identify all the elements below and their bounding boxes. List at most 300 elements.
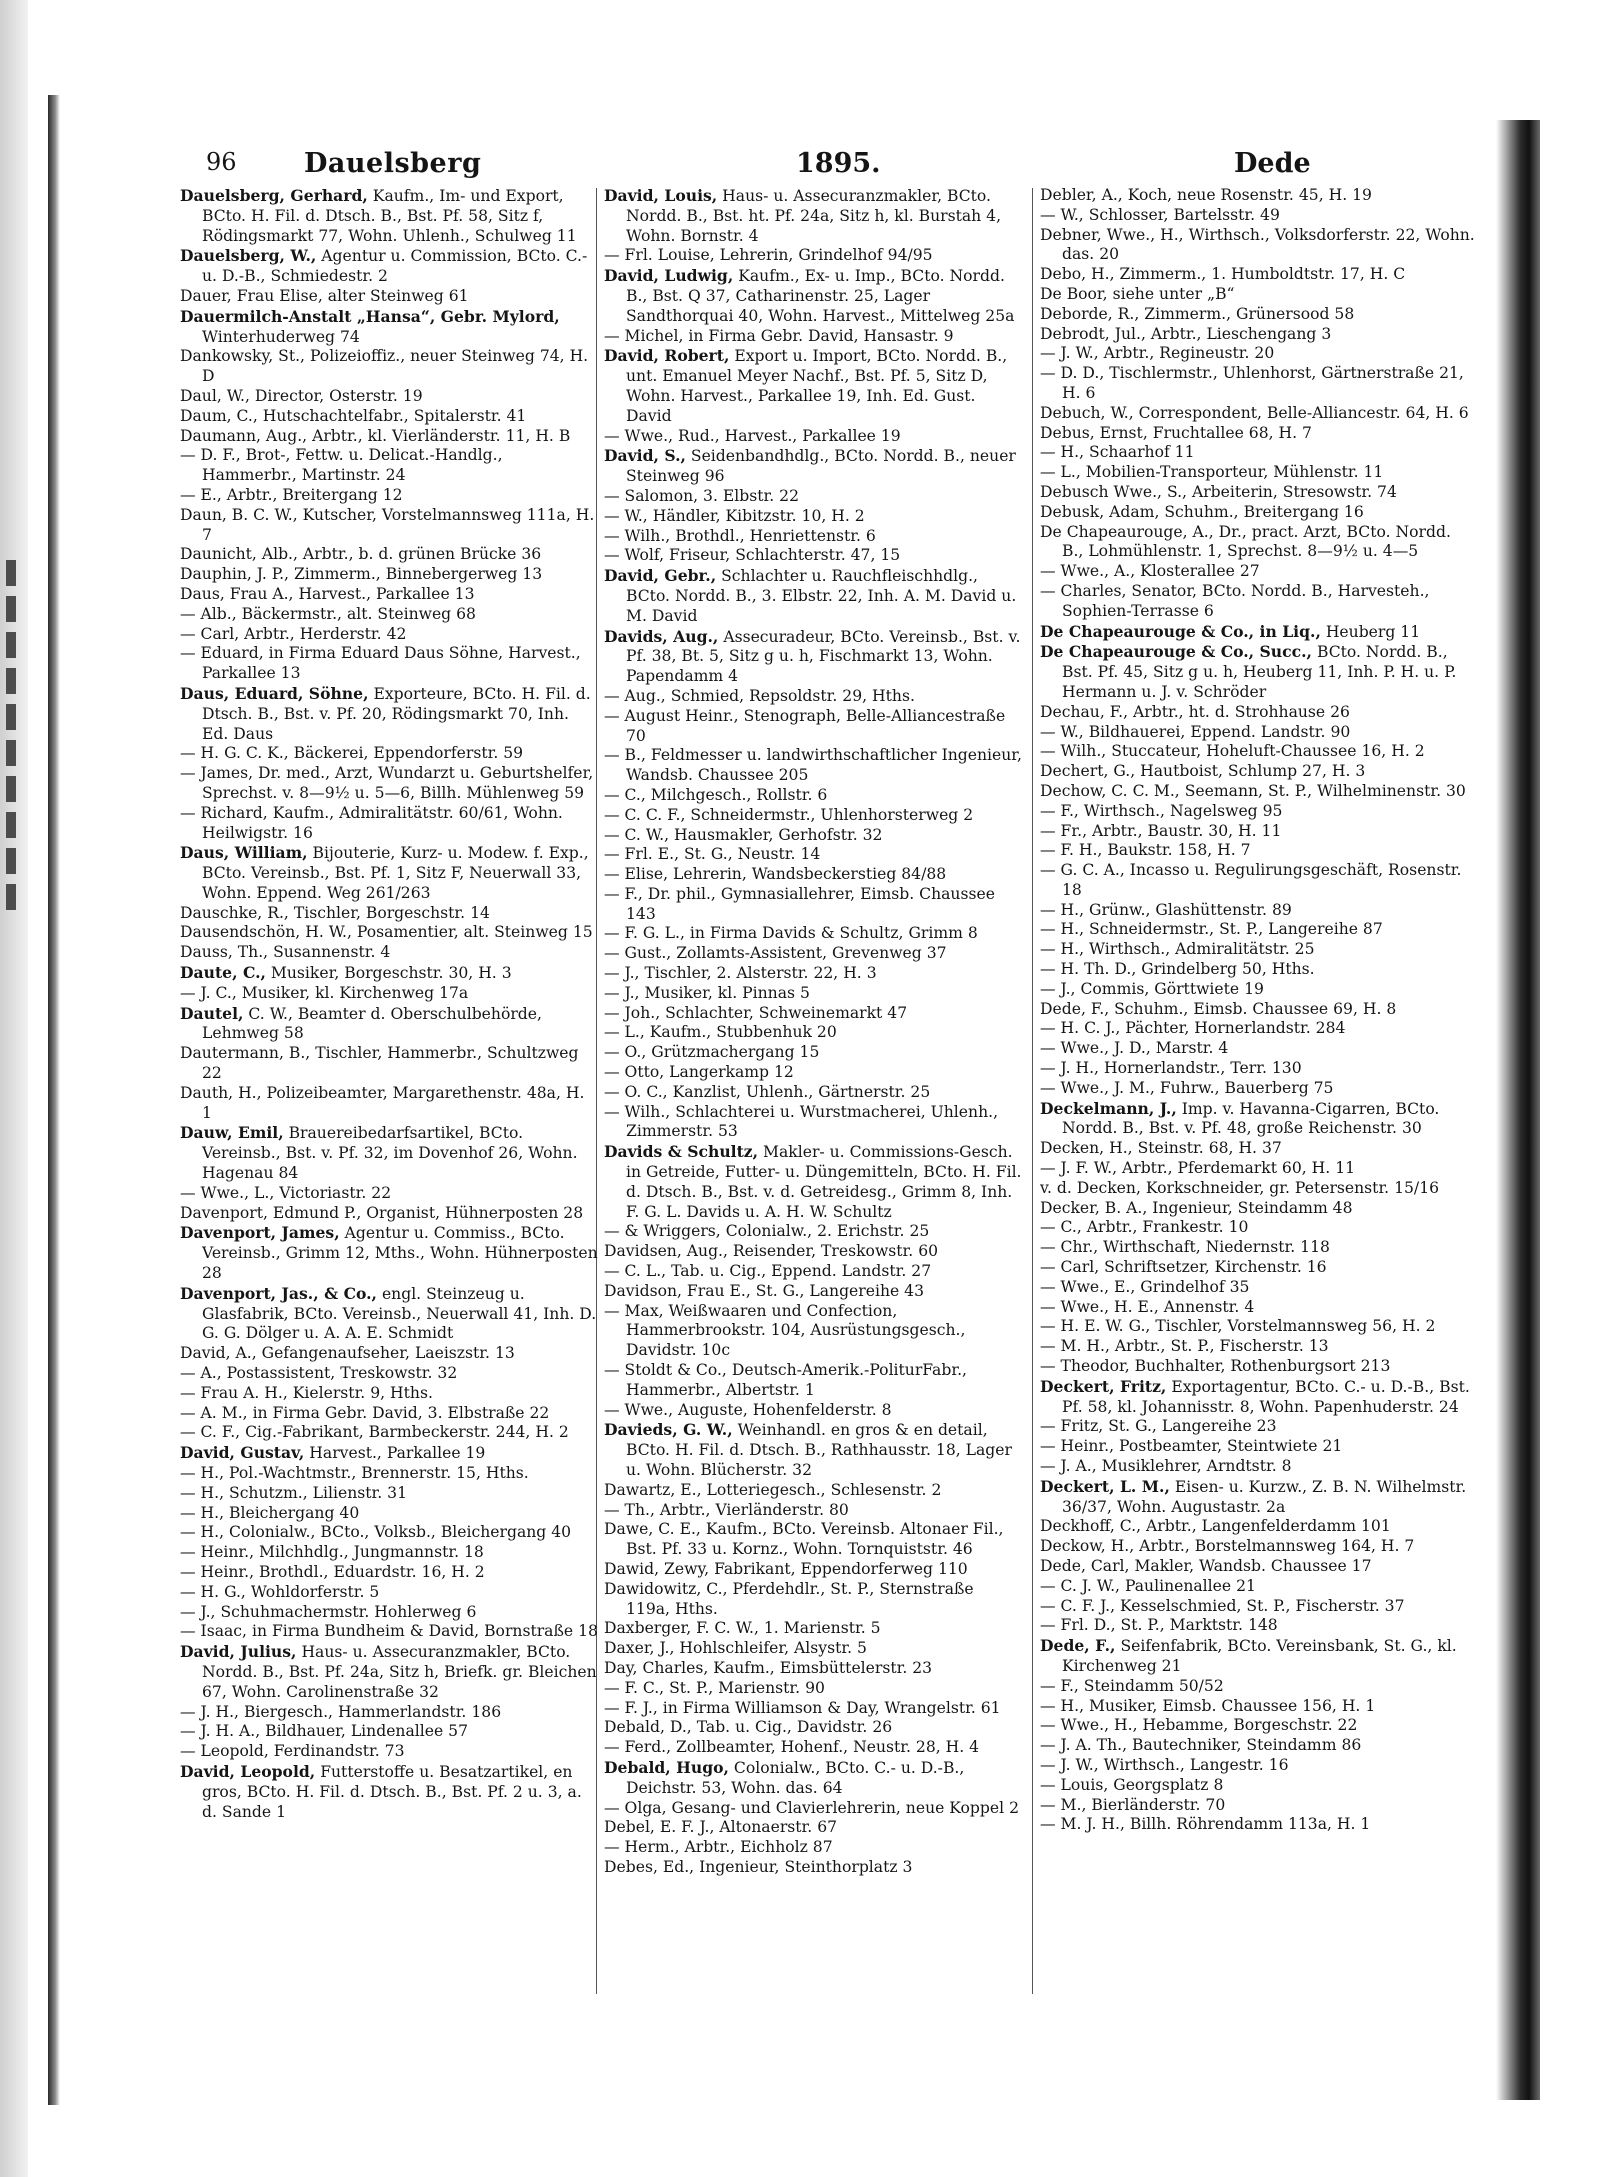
entry-text: — L., Kaufm., Stubbenhuk 20 (604, 1023, 837, 1042)
directory-entry (604, 687, 1022, 707)
entry-text: Colonialw., BCto. C.- u. D.-B., Deichstr. 53, Wohn. das. 64 (626, 1758, 965, 1797)
directory-entry (1040, 861, 1476, 901)
entry-name: David, Ludwig, (604, 266, 734, 286)
entry-name: De Chapeaurouge & Co., Succ., (1040, 642, 1312, 662)
directory-entry (604, 944, 1022, 964)
entry-text: — C. C. F., Schneidermstr., Uhlenhorsterweg 2 (604, 805, 974, 824)
entry-text: — Olga, Gesang- und Clavierlehrerin, neue Koppel 2 (604, 1798, 1019, 1817)
directory-entry (1040, 1716, 1476, 1736)
directory-entry (1040, 742, 1476, 762)
entry-text: — D. F., Brot-, Fettw. u. Delicat.-Handlg., Hammerbr., Martinstr. 24 (180, 446, 503, 485)
directory-entry (1040, 1517, 1476, 1537)
directory-entry (1040, 463, 1476, 483)
entry-text: — H. G., Wohldorferstr. 5 (180, 1582, 380, 1601)
entry-text: Kaufm., Ex- u. Imp., BCto. Nordd. B., Bst. Q 37, Catharinenstr. 25, Lager Sandthorquai 40, Wohn. Harvest., Mittelweg 25a (626, 267, 1015, 325)
entry-name: David, Leopold, (180, 1761, 316, 1781)
book-gutter (1496, 120, 1540, 2100)
entry-text: Assecuradeur, BCto. Vereinsb., Bst. v. Pf. 38, Bt. 5, Sitz g u. h, Fischmarkt 13, Wohn. Papendamm 4 (626, 627, 1021, 686)
directory-entry (1040, 582, 1476, 622)
directory-entry (604, 1142, 1022, 1222)
entry-text: — Wwe., J. M., Fuhrw., Bauerberg 75 (1040, 1078, 1334, 1097)
entry-text: Schlachter u. Rauchfleischhdlg., BCto. Nordd. B., 3. Elbstr. 22, Inh. A. M. David u. M. David (626, 567, 1017, 625)
directory-entry (180, 246, 598, 287)
entry-name: Dede, F., (1040, 1636, 1116, 1656)
entry-text: — C. W., Hausmakler, Gerhofstr. 32 (604, 825, 883, 844)
entry-text: — H., Schaarhof 11 (1040, 443, 1195, 462)
directory-entry (180, 186, 598, 246)
entry-text: Daunicht, Alb., Arbtr., b. d. grünen Brücke 36 (180, 545, 542, 564)
entry-text: BCto. Nordd. B., Bst. Pf. 45, Sitz g u. h, Heuberg 11, Inh. P. H. u. P. Hermann u. J. v. Schröder (1062, 643, 1457, 701)
directory-entry (1040, 1019, 1476, 1039)
directory-entry (604, 1043, 1022, 1063)
entry-text: — H., Grünw., Glashüttenstr. 89 (1040, 900, 1292, 919)
entry-text: v. d. Decken, Korkschneider, gr. Petersenstr. 15/16 (1040, 1178, 1440, 1197)
entry-text: — Wolf, Friseur, Schlachterstr. 47, 15 (604, 546, 901, 565)
facing-page-edge (1540, 0, 1600, 2177)
directory-entry (180, 904, 598, 924)
directory-entry (180, 1123, 598, 1183)
entry-text: Dankowsky, St., Polizeioffiz., neuer Steinweg 74, H. D (180, 347, 589, 386)
entry-text: — J. W., Wirthsch., Langestr. 16 (1040, 1755, 1289, 1774)
directory-entry (604, 1699, 1022, 1719)
directory-entry (1040, 1039, 1476, 1059)
entry-text: Imp. v. Havanna-Cigarren, BCto. Nordd. B., Bst. v. Pf. 48, große Reichenstr. 30 (1062, 1099, 1440, 1138)
entry-text: Agentur u. Commiss., BCto. Vereinsb., Grimm 12, Mths., Wohn. Hühnerposten 28 (202, 1224, 598, 1283)
directory-entry (1040, 622, 1476, 643)
directory-entry (1040, 1357, 1476, 1377)
entry-text: — H. C. J., Pächter, Hornerlandstr. 284 (1040, 1019, 1346, 1038)
entry-text: — J. H., Hornerlandstr., Terr. 130 (1040, 1059, 1302, 1078)
directory-entry (1040, 562, 1476, 582)
entry-text: De Boor, siehe unter „B“ (1040, 284, 1235, 303)
entry-text: Debuch, W., Correspondent, Belle-Alliancestr. 64, H. 6 (1040, 403, 1469, 422)
directory-entry (1040, 206, 1476, 226)
entry-text: — D. D., Tischlermstr., Uhlenhorst, Gärtnerstraße 21, H. 6 (1040, 364, 1464, 402)
entry-text: — Wilh., Brothdl., Henriettenstr. 6 (604, 526, 876, 545)
entry-text: Dede, F., Schuhm., Eimsb. Chaussee 69, H. 8 (1040, 999, 1397, 1018)
entry-text: — H., Schutzm., Lilienstr. 31 (180, 1483, 408, 1502)
entry-text: Makler- u. Commissions-Gesch. in Getreide, Futter- u. Düngemitteln, BCto. H. Fil. d. Dtsch. B., Bst. v. d. Getreidesg., Grimm 8, Inh. F. G. L. Davids u. A. H. W. Schultz (626, 1143, 1022, 1221)
entry-text: — Michel, in Firma Gebr. David, Hansastr. 9 (604, 326, 954, 345)
directory-entry (604, 1004, 1022, 1024)
entry-text: David, A., Gefangenaufseher, Laeiszstr. 13 (180, 1344, 515, 1363)
directory-entry (604, 186, 1022, 246)
directory-entry (1040, 503, 1476, 523)
entry-text: Debusk, Adam, Schuhm., Breitergang 16 (1040, 502, 1364, 521)
directory-entry (180, 923, 598, 943)
entry-text: — M., Bierländerstr. 70 (1040, 1795, 1226, 1814)
entry-name: Deckert, L. M., (1040, 1476, 1170, 1496)
directory-entry (180, 1084, 598, 1124)
directory-entry (180, 644, 598, 684)
entry-text: Winterhuderweg 74 (202, 327, 360, 346)
directory-entry (1040, 1616, 1476, 1636)
entry-text: — Elise, Lehrerin, Wandsbeckerstieg 84/88 (604, 865, 947, 884)
directory-column-1 (180, 186, 598, 1822)
entry-text: — C., Milchgesch., Rollstr. 6 (604, 785, 828, 804)
directory-entry (180, 1004, 598, 1045)
entry-text: — H. G. C. K., Bäckerei, Eppendorferstr. 59 (180, 744, 524, 763)
entry-text: — Wwe., J. D., Marstr. 4 (1040, 1039, 1229, 1058)
directory-entry (1040, 802, 1476, 822)
entry-text: Heuberg 11 (1320, 622, 1421, 641)
directory-entry (180, 585, 598, 605)
directory-entry (604, 1282, 1022, 1302)
directory-entry (180, 407, 598, 427)
entry-text: Deckow, H., Arbtr., Borstelmannsweg 164, H. 7 (1040, 1537, 1415, 1556)
entry-text: — Herm., Arbtr., Eichholz 87 (604, 1838, 833, 1857)
entry-name: Deckert, Fritz, (1040, 1376, 1167, 1396)
directory-entry (1040, 1636, 1476, 1677)
entry-text: — C. J. W., Paulinenallee 21 (1040, 1576, 1256, 1595)
directory-entry (180, 1642, 598, 1702)
entry-name: David, Julius, (180, 1642, 297, 1662)
directory-entry (604, 1639, 1022, 1659)
entry-text: — Wwe., H., Hebamme, Borgeschstr. 22 (1040, 1716, 1358, 1735)
entry-text: — Wwe., Rud., Harvest., Parkallee 19 (604, 426, 901, 445)
directory-entry (604, 1023, 1022, 1043)
directory-entry (1040, 325, 1476, 345)
directory-entry (1040, 265, 1476, 285)
entry-text: — Charles, Senator, BCto. Nordd. B., Harvesteh., Sophien-Terrasse 6 (1040, 581, 1430, 620)
directory-entry (1040, 285, 1476, 305)
entry-text: — Aug., Schmied, Repsoldstr. 29, Hths. (604, 686, 915, 705)
entry-text: — J., Schuhmachermstr. Hohlerweg 6 (180, 1602, 477, 1621)
directory-entry (1040, 1337, 1476, 1357)
directory-entry (1040, 364, 1476, 404)
entry-text: Seidenbandhdlg., BCto. Nordd. B., neuer Steinweg 96 (626, 447, 1016, 486)
entry-name: David, S., (604, 446, 686, 466)
entry-text: — Wilh., Stuccateur, Hoheluft-Chaussee 16, H. 2 (1040, 742, 1425, 761)
directory-entry (604, 1501, 1022, 1521)
entry-text: Dede, Carl, Makler, Wandsb. Chaussee 17 (1040, 1556, 1372, 1575)
entry-name: Dauelsberg, Gerhard, (180, 186, 368, 205)
running-head-right: Dede (1234, 148, 1311, 179)
entry-text: — Max, Weißwaaren und Confection, Hammerbrookstr. 104, Ausrüstungsgesch., Davidstr. 10c (604, 1301, 966, 1360)
entry-text: — J. W., Arbtr., Regineustr. 20 (1040, 344, 1275, 363)
directory-entry (1040, 1457, 1476, 1477)
directory-entry (1040, 1139, 1476, 1159)
entry-text: — M. H., Arbtr., St. P., Fischerstr. 13 (1040, 1337, 1329, 1356)
directory-entry (1040, 1179, 1476, 1199)
entry-text: — O., Grützmachergang 15 (604, 1043, 820, 1062)
entry-text: — J., Tischler, 2. Alsterstr. 22, H. 3 (604, 964, 877, 983)
directory-entry (1040, 1000, 1476, 1020)
entry-text: — Wwe., E., Grindelhof 35 (1040, 1277, 1250, 1296)
directory-entry (1040, 1697, 1476, 1717)
directory-entry (1040, 1417, 1476, 1437)
page-shadow (48, 95, 60, 2105)
entry-text: — H. Th. D., Grindelberg 50, Hths. (1040, 960, 1315, 979)
entry-text: — Th., Arbtr., Vierländerstr. 80 (604, 1500, 849, 1519)
entry-text: Brauereibedarfsartikel, BCto. Vereinsb., Bst. v. Pf. 32, im Dovenhof 26, Wohn. Hagenau 84 (202, 1124, 578, 1183)
entry-text: — Wwe., L., Victoriastr. 22 (180, 1183, 392, 1202)
directory-entry (1040, 1377, 1476, 1418)
directory-entry (604, 1738, 1022, 1758)
entry-text: Dawid, Zewy, Fabrikant, Eppendorferweg 110 (604, 1559, 968, 1578)
directory-entry (1040, 1298, 1476, 1318)
entry-text: Davidsen, Aug., Reisender, Treskowstr. 60 (604, 1242, 939, 1261)
directory-entry (180, 1184, 598, 1204)
directory-entry (604, 327, 1022, 347)
directory-entry (604, 507, 1022, 527)
directory-entry (180, 287, 598, 307)
directory-entry (604, 1838, 1022, 1858)
entry-text: Dauth, H., Polizeibeamter, Margarethenstr. 48a, H. 1 (180, 1083, 585, 1122)
directory-entry (1040, 1597, 1476, 1617)
directory-entry (1040, 901, 1476, 921)
directory-entry (1040, 723, 1476, 743)
entry-text: — F. H., Baukstr. 158, H. 7 (1040, 841, 1251, 860)
entry-text: Dechow, C. C. M., Seemann, St. P., Wilhelminenstr. 30 (1040, 781, 1466, 800)
entry-text: Dawartz, E., Lotteriegesch., Schlesenstr. 2 (604, 1480, 942, 1499)
entry-text: — H. E. W. G., Tischler, Vorstelmannsweg 56, H. 2 (1040, 1317, 1436, 1336)
directory-entry (180, 486, 598, 506)
entry-text: — H., Colonialw., BCto., Volksb., Bleichergang 40 (180, 1523, 572, 1542)
entry-name: Davenport, Jas., & Co., (180, 1283, 377, 1303)
entry-text: C. W., Beamter d. Oberschulbehörde, Lehmweg 58 (202, 1004, 542, 1043)
entry-text: Debler, A., Koch, neue Rosenstr. 45, H. 19 (1040, 186, 1372, 204)
directory-entry (1040, 642, 1476, 702)
directory-entry (1040, 483, 1476, 503)
entry-text: Debald, D., Tab. u. Cig., Davidstr. 26 (604, 1718, 893, 1737)
directory-entry (180, 1204, 598, 1224)
directory-entry (604, 1103, 1022, 1143)
directory-entry (1040, 523, 1476, 563)
entry-name: Davids & Schultz, (604, 1142, 759, 1162)
entry-text: — Heinr., Postbeamter, Steintwiete 21 (1040, 1437, 1343, 1456)
directory-entry (604, 346, 1022, 426)
entry-text: Weinhandl. en gros & en detail, BCto. H. Fil. d. Dtsch. B., Rathhausstr. 18, Lager u. Wohn. Blücherstr. 32 (626, 1421, 1012, 1479)
entry-text: — F. C., St. P., Marienstr. 90 (604, 1678, 825, 1697)
entry-text: Dechert, G., Hautboist, Schlump 27, H. 3 (1040, 762, 1366, 781)
directory-entry (604, 1858, 1022, 1878)
directory-entry (180, 1722, 598, 1742)
directory-entry (1040, 920, 1476, 940)
entry-text: — Eduard, in Firma Eduard Daus Söhne, Harvest., Parkallee 13 (180, 644, 581, 683)
directory-entry (604, 1818, 1022, 1838)
directory-entry (604, 1420, 1022, 1480)
directory-entry (604, 566, 1022, 626)
directory-entry (1040, 980, 1476, 1000)
directory-entry (1040, 1099, 1476, 1140)
directory-entry (180, 545, 598, 565)
entry-name: Davenport, James, (180, 1223, 340, 1243)
entry-text: Davidson, Frau E., St. G., Langereihe 43 (604, 1281, 925, 1300)
entry-text: Debo, H., Zimmerm., 1. Humboldtstr. 17, H. C (1040, 265, 1406, 284)
entry-name: Davids, Aug., (604, 626, 719, 646)
directory-entry (180, 1543, 598, 1563)
directory-entry (1040, 1756, 1476, 1776)
directory-entry (604, 1580, 1022, 1620)
entry-text: Dauer, Frau Elise, alter Steinweg 61 (180, 286, 469, 305)
directory-entry (180, 1284, 598, 1344)
entry-text: — F., Dr. phil., Gymnasiallehrer, Eimsb. Chaussee 143 (604, 884, 995, 923)
entry-text: — Carl, Schriftsetzer, Kirchenstr. 16 (1040, 1258, 1327, 1277)
entry-text: Deckhoff, C., Arbtr., Langenfelderdamm 101 (1040, 1517, 1391, 1536)
directory-entry (180, 1443, 598, 1464)
directory-entry (1040, 1577, 1476, 1597)
directory-entry (1040, 404, 1476, 424)
entry-text: Daus, Frau A., Harvest., Parkallee 13 (180, 584, 475, 603)
entry-text: — Frl. D., St. P., Marktstr. 148 (1040, 1616, 1278, 1635)
directory-entry (180, 943, 598, 963)
entry-text: — Fr., Arbtr., Baustr. 30, H. 11 (1040, 821, 1282, 840)
entry-text: — Leopold, Ferdinandstr. 73 (180, 1742, 405, 1761)
directory-entry (1040, 1258, 1476, 1278)
entry-text: — Stoldt & Co., Deutsch-Amerik.-PoliturFabr., Hammerbr., Albertstr. 1 (604, 1361, 967, 1399)
entry-text: — H., Musiker, Eimsb. Chaussee 156, H. 1 (1040, 1696, 1376, 1715)
entry-text: Dawidowitz, C., Pferdehdlr., St. P., Sternstraße 119a, Hths. (604, 1579, 974, 1618)
entry-text: — August Heinr., Stenograph, Belle-Alliancestraße 70 (604, 706, 1006, 745)
entry-text: — J., Musiker, kl. Pinnas 5 (604, 983, 810, 1002)
directory-entry (1040, 1238, 1476, 1258)
entry-text: Debrodt, Jul., Arbtr., Lieschengang 3 (1040, 324, 1332, 343)
entry-text: — E., Arbtr., Breitergang 12 (180, 485, 403, 504)
running-head-left: Dauelsberg (304, 148, 482, 179)
entry-text: Seifenfabrik, BCto. Vereinsbank, St. G., kl. Kirchenweg 21 (1062, 1637, 1457, 1675)
entry-text: Dawe, C. E., Kaufm., BCto. Vereinsb. Altonaer Fil., Bst. Pf. 33 u. Kornz., Wohn. Tornquiststr. 46 (604, 1520, 1004, 1559)
directory-entry (604, 865, 1022, 885)
entry-name: De Chapeaurouge & Co., in Liq., (1040, 621, 1321, 641)
entry-text: Exporteure, BCto. H. Fil. d. Dtsch. B., Bst. v. Pf. 20, Rödingsmarkt 70, Inh. Ed. Daus (202, 684, 591, 743)
column-rule (1032, 188, 1033, 1994)
directory-entry (180, 1423, 598, 1443)
entry-text: — C., Arbtr., Frankestr. 10 (1040, 1218, 1249, 1237)
directory-entry (180, 1742, 598, 1762)
directory-entry (604, 487, 1022, 507)
entry-text: Debner, Wwe., H., Wirthsch., Volksdorferstr. 22, Wohn. das. 20 (1040, 225, 1475, 264)
entry-name: Dautel, (180, 1003, 244, 1023)
directory-entry (180, 1484, 598, 1504)
entry-text: Harvest., Parkallee 19 (304, 1444, 486, 1463)
directory-entry (180, 605, 598, 625)
directory-entry (180, 1563, 598, 1583)
directory-column-2 (604, 186, 1022, 1878)
directory-entry (1040, 186, 1476, 206)
directory-entry (1040, 1278, 1476, 1298)
directory-entry (1040, 1557, 1476, 1577)
entry-name: Dauermilch-Anstalt „Hansa“, Gebr. Mylord, (180, 306, 560, 326)
directory-entry (180, 307, 598, 348)
directory-entry (180, 843, 598, 903)
directory-entry (180, 1464, 598, 1484)
directory-entry (1040, 1776, 1476, 1796)
entry-text: — Joh., Schlachter, Schweinemarkt 47 (604, 1003, 908, 1022)
directory-entry (604, 1619, 1022, 1639)
directory-entry (180, 1044, 598, 1084)
page-edge (0, 0, 28, 2177)
entry-text: — J. A., Musiklehrer, Arndtstr. 8 (1040, 1457, 1292, 1475)
directory-entry (1040, 1736, 1476, 1756)
directory-entry (1040, 1079, 1476, 1099)
directory-entry (604, 1242, 1022, 1262)
entry-text: — Frau A. H., Kielerstr. 9, Hths. (180, 1383, 433, 1402)
directory-entry (604, 1560, 1022, 1580)
directory-entry (180, 1223, 598, 1283)
directory-entry (180, 684, 598, 744)
directory-entry (604, 885, 1022, 925)
entry-text: — Salomon, 3. Elbstr. 22 (604, 486, 799, 505)
directory-entry (180, 963, 598, 984)
entry-text: — H., Schneidermstr., St. P., Langereihe 87 (1040, 920, 1383, 939)
directory-entry (1040, 1677, 1476, 1697)
directory-entry (180, 1583, 598, 1603)
entry-name: Deckelmann, J., (1040, 1098, 1177, 1118)
entry-text: — Fritz, St. G., Langereihe 23 (1040, 1417, 1277, 1436)
entry-name: Daute, C., (180, 963, 266, 983)
directory-entry (604, 1520, 1022, 1560)
entry-name: David, Gustav, (180, 1443, 305, 1463)
entry-text: — Alb., Bäckermstr., alt. Steinweg 68 (180, 604, 476, 623)
directory-entry (604, 1401, 1022, 1421)
entry-text: — A., Postassistent, Treskowstr. 32 (180, 1364, 458, 1383)
directory-entry (1040, 344, 1476, 364)
directory-entry (1040, 226, 1476, 266)
entry-text: — Otto, Langerkamp 12 (604, 1063, 794, 1082)
directory-entry (180, 1523, 598, 1543)
entry-text: — Heinr., Milchhdlg., Jungmannstr. 18 (180, 1543, 484, 1562)
directory-entry (1040, 1815, 1476, 1835)
entry-text: Debusch Wwe., S., Arbeiterin, Stresowstr. 74 (1040, 482, 1397, 501)
entry-text: — B., Feldmesser u. landwirthschaftlicher Ingenieur, Wandsb. Chaussee 205 (604, 746, 1022, 785)
entry-text: — G. C. A., Incasso u. Regulirungsgeschäft, Rosenstr. 18 (1040, 861, 1462, 899)
entry-text: Dechau, F., Arbtr., ht. d. Strohhause 26 (1040, 702, 1350, 721)
directory-entry (1040, 1317, 1476, 1337)
entry-text: — W., Bildhauerei, Eppend. Landstr. 90 (1040, 722, 1351, 741)
entry-text: Agentur u. Commission, BCto. C.- u. D.-B., Schmiedestr. 2 (202, 247, 588, 286)
entry-text: engl. Steinzeug u. Glasfabrik, BCto. Vereinsb., Neuerwall 41, Inh. D. G. G. Dölger u. A. A. E. Schmidt (202, 1284, 597, 1343)
entry-text: Davenport, Edmund P., Organist, Hühnerposten 28 (180, 1203, 584, 1222)
entry-text: — H., Wirthsch., Admiralitätstr. 25 (1040, 940, 1315, 959)
entry-text: — F., Steindamm 50/52 (1040, 1676, 1224, 1695)
entry-text: — James, Dr. med., Arzt, Wundarzt u. Geburtshelfer, Sprechst. v. 8—9½ u. 5—6, Billh. Mühlenweg 59 (180, 764, 594, 802)
entry-text: — Theodor, Buchhalter, Rothenburgsort 213 (1040, 1357, 1391, 1376)
entry-text: Daxer, J., Hohlschleifer, Alsystr. 5 (604, 1639, 867, 1658)
directory-entry (604, 1799, 1022, 1819)
entry-text: Eisen- u. Kurzw., Z. B. N. Wilhelmstr. 36/37, Wohn. Augustastr. 2a (1062, 1477, 1467, 1516)
directory-entry (1040, 762, 1476, 782)
page-number: 96 (206, 148, 237, 176)
directory-entry (604, 964, 1022, 984)
entry-text: Debus, Ernst, Fruchtallee 68, H. 7 (1040, 423, 1312, 442)
directory-entry (180, 387, 598, 407)
entry-text: — Louis, Georgsplatz 8 (1040, 1775, 1224, 1794)
directory-entry (604, 786, 1022, 806)
directory-entry (604, 1361, 1022, 1401)
entry-text: — W., Schlosser, Bartelsstr. 49 (1040, 205, 1280, 224)
entry-text: — H., Bleichergang 40 (180, 1503, 360, 1522)
entry-text: — Heinr., Brothdl., Eduardstr. 16, H. 2 (180, 1562, 485, 1581)
entry-text: Haus- u. Assecuranzmakler, BCto. Nordd. B., Bst. Pf. 24a, Sitz h, Briefk. gr. Bleichen 67, Wohn. Carolinenstraße 32 (202, 1643, 597, 1701)
entry-text: — O. C., Kanzlist, Uhlenh., Gärtnerstr. 25 (604, 1082, 931, 1101)
entry-text: Dauphin, J. P., Zimmerm., Binnebergerweg 13 (180, 565, 543, 584)
directory-entry (180, 625, 598, 645)
directory-entry (180, 1404, 598, 1424)
directory-entry (1040, 424, 1476, 444)
directory-entry (604, 527, 1022, 547)
directory-entry (1040, 1199, 1476, 1219)
entry-text: De Chapeaurouge, A., Dr., pract. Arzt, BCto. Nordd. B., Lohmühlenstr. 1, Sprechst. 8—9½ u. 4—5 (1040, 522, 1451, 561)
entry-text: Bijouterie, Kurz- u. Modew. f. Exp., BCto. Vereinsb., Bst. Pf. 1, Sitz F, Neuerwall 33, Wohn. Eppend. Weg 261/263 (202, 844, 589, 902)
directory-column-3 (1040, 186, 1476, 1835)
directory-entry (1040, 822, 1476, 842)
entry-text: Haus- u. Assecuranzmakler, BCto. Nordd. B., Bst. ht. Pf. 24a, Sitz h, kl. Burstah 4, Wohn. Bornstr. 4 (626, 187, 1002, 245)
directory-entry (1040, 940, 1476, 960)
entry-text: Day, Charles, Kaufm., Eimsbüttelerstr. 23 (604, 1658, 933, 1677)
directory-entry (1040, 1437, 1476, 1457)
entry-text: — Frl. Louise, Lehrerin, Grindelhof 94/95 (604, 246, 933, 265)
